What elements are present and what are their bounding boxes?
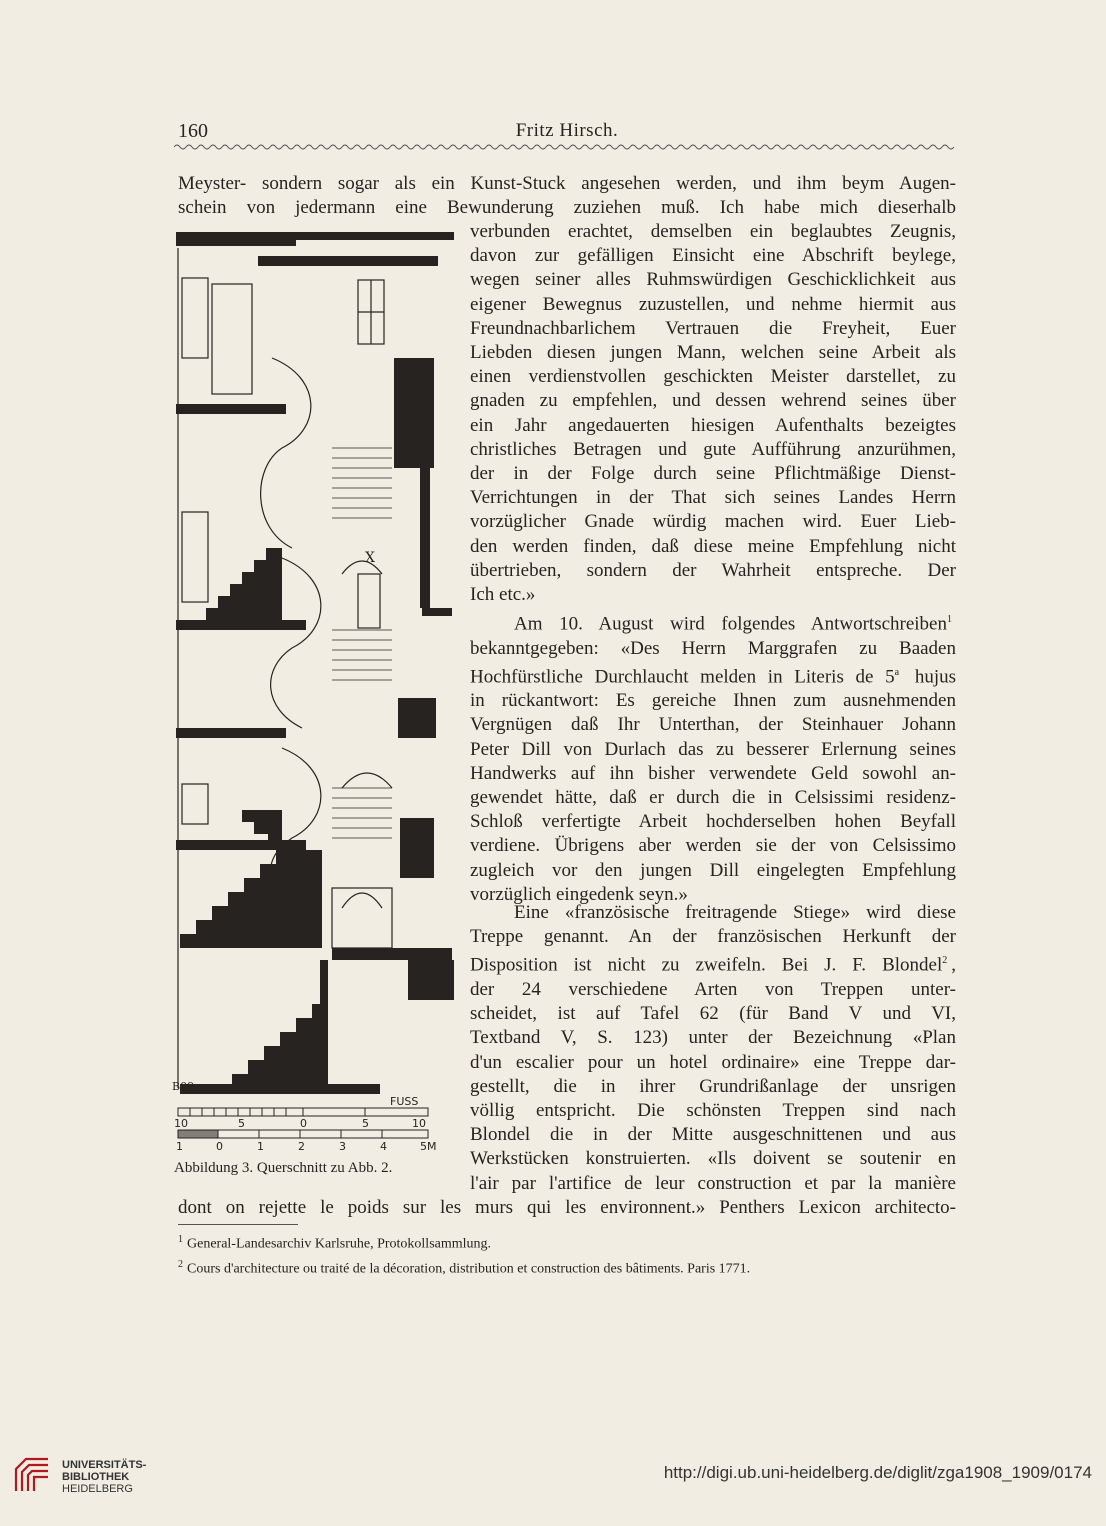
scale-meter-tick: 1 [257,1140,264,1153]
text-line: Freundnachbarlichem Vertrauen die Freyheit, Euer [470,317,956,339]
superscript: a [894,666,900,678]
text-line: Liebden diesen jungen Mann, welchen seine Arbeit als [470,342,956,364]
text-line: zugleich vor den jungen Dill eingelegten Empfehlung [470,859,956,881]
text-line: bekanntgegeben: «Des Herrn Marggrafen zu Baaden [470,637,956,659]
text-line: eigener Bewegnus zuzustellen, und nehme hiermit aus [470,293,956,315]
scale-feet-tick: 5 [238,1117,245,1130]
text-line [470,661,956,690]
text-fragment: Disposition ist nicht zu zweifeln. Bei J. F. Blondel [470,954,943,976]
text-line: Textband V, S. 123) unter der Bezeichnung «Plan [470,1027,956,1049]
text-line: christliches Betragen und gute Aufführung anzurühmen, [470,438,956,460]
text-fragment: Hochfürstliche Durchlaucht melden in Literis de 5 [470,666,895,688]
figure-caption: Abbildung 3. Querschnitt zu Abb. 2. [174,1160,393,1176]
scale-unit-feet: FUSS [390,1095,419,1108]
text-line [470,608,956,637]
text-line: vorzüglich eingedenk seyn.» [470,883,688,905]
scale-meter-tick: 1 [176,1140,183,1153]
text-line: schein von jedermann eine Bewunderung zuziehen muß. Ich habe mich dieserhalb [178,197,956,219]
scale-feet-tick: 0 [300,1117,307,1130]
footnote [178,1230,956,1255]
text-line: verdiene. Übrigens aber werden sie der von Celsissimo [470,835,956,857]
text-line: ein Jahr angedauerten hiesigen Aufenthalts bezeigtes [470,414,956,436]
paragraph-bottom [178,1196,956,1220]
text-line: Verrichtungen in der That sich seines Landes Herrn [470,487,956,509]
scale-feet-tick: 5 [362,1117,369,1130]
footnote-mark: 2 [178,1258,183,1270]
text-line: Meyster- sondern sogar als ein Kunst-Stuck angesehen werden, und ihm beym Augen- [178,173,956,194]
text-line: Werkstücken konstruierten. «Ils doivent se soutenir en [470,1148,956,1170]
header-wavy-rule [174,143,956,151]
text-fragment: , [951,954,956,976]
text-line: Handwerks auf ihn bisher verwendete Geld sowohl an- [470,762,956,784]
text-line: der 24 verschiedene Arten von Treppen unter- [470,978,956,1000]
text-line: in rückantwort: Es gereiche Ihnen zum ausnehmenden [470,690,956,712]
library-logo-icon [12,1455,52,1495]
paragraph-letter-end [470,220,956,607]
source-url-link[interactable]: http://digi.ub.uni-heidelberg.de/diglit/zga1908_1909/0174 [663,1463,1092,1482]
page-number: 160 [178,120,208,142]
text-line: d'un escalier pour un hotel ordinaire» eine Treppe dar- [470,1051,956,1073]
text-fragment: hujus [903,666,956,688]
scale-meter-tick: 5M [420,1140,437,1153]
text-line: gnaden zu empfehlen, und dessen wehrend seines über [470,390,956,412]
text-line: einen verdienstvollen geschickten Meister darstellet, zu [470,366,956,388]
text-line [470,949,956,978]
footnote-ref: 1 [947,614,952,625]
scale-meter-tick: 4 [380,1140,387,1153]
footnote-text: Cours d'architecture ou traité de la décoration, distribution et construction des bâtiments. Paris 1771. [187,1261,751,1277]
library-name-line: HEIDELBERG [62,1483,133,1495]
paragraph-blondel [470,901,956,1196]
text-line: wegen seiner alles Ruhmswürdigen Geschicklichkeit aus [470,269,956,291]
footnotes [178,1230,956,1279]
text-line: Peter Dill von Durlach das zu besserer Erlernung seines [470,738,956,760]
footnote-mark: 1 [178,1234,183,1245]
footnote-rule [178,1224,298,1225]
staircase-drawing [172,228,454,1158]
scale-meter-tick: 3 [339,1140,346,1153]
text-line: Vergnügen daß Ihr Unterthan, der Steinhauer Johann [470,714,956,736]
scale-feet-tick: 10 [412,1117,426,1130]
text-line: Blondel die in der Mitte ausgeschnittenen und aus [470,1124,956,1146]
scale-feet-tick: 10 [174,1117,188,1130]
drawing-monogram: B09 [172,1080,195,1093]
text-line: völlig entspricht. Die schönsten Treppen sind nach [470,1099,956,1121]
text-line: Ich etc.» [470,584,536,606]
staircase-section-figure [172,228,454,1158]
text-line: dont on rejette le poids sur les murs qui les environnent.» Penthers Lexicon architecto- [178,1197,956,1218]
text-fragment: Am 10. August wird folgendes Antwortschreiben [514,613,947,635]
running-head: Fritz Hirsch. [515,120,619,141]
footnote-ref: 2 [942,955,948,967]
paragraph-top [178,172,956,220]
scale-meter-tick: 0 [216,1140,223,1153]
text-line: l'air par l'artifice de leur construction et par la manière [470,1172,956,1194]
room-marker-x: X [365,550,375,566]
text-line: übertrieben, sondern der Wahrheit entspreche. Der [470,559,956,581]
text-line: gewendet hätte, daß er durch die in Celsissimi residenz- [470,787,956,809]
text-line: vorzüglicher Gnade würdig machen wird. Euer Lieb- [470,511,956,533]
text-line: Schloß verfertigte Arbeit hochderselben hohen Beyfall [470,811,956,833]
footnote [178,1255,956,1280]
text-line: Eine «französische freitragende Stiege» wird diese [514,902,956,923]
footnote-text: General-Landesarchiv Karlsruhe, Protokollsammlung. [187,1236,492,1252]
paragraph-reply [470,608,956,907]
scale-meter-tick: 2 [298,1140,305,1153]
library-name-line: UNIVERSITÄTS- [62,1459,147,1471]
text-line: scheidet, ist auf Tafel 62 (für Band V und VI, [470,1003,956,1025]
text-line: gestellt, die in ihrer Grundrißanlage der unsrigen [470,1075,956,1097]
text-line: der in der Folge durch seine Pflichtmäßige Dienst- [470,463,956,485]
text-line: davon zur gefälligen Einsicht eine Abschrift beylege, [470,245,956,267]
text-line: Treppe genannt. An der französischen Herkunft der [470,926,956,948]
text-line: verbunden erachtet, demselben ein beglaubtes Zeugnis, [470,221,956,242]
scale-bar-feet-ticks [190,1108,365,1116]
library-name-line: BIBLIOTHEK [62,1471,130,1483]
library-name [62,1459,146,1495]
text-line: den werden finden, daß diese meine Empfehlung nicht [470,535,956,557]
